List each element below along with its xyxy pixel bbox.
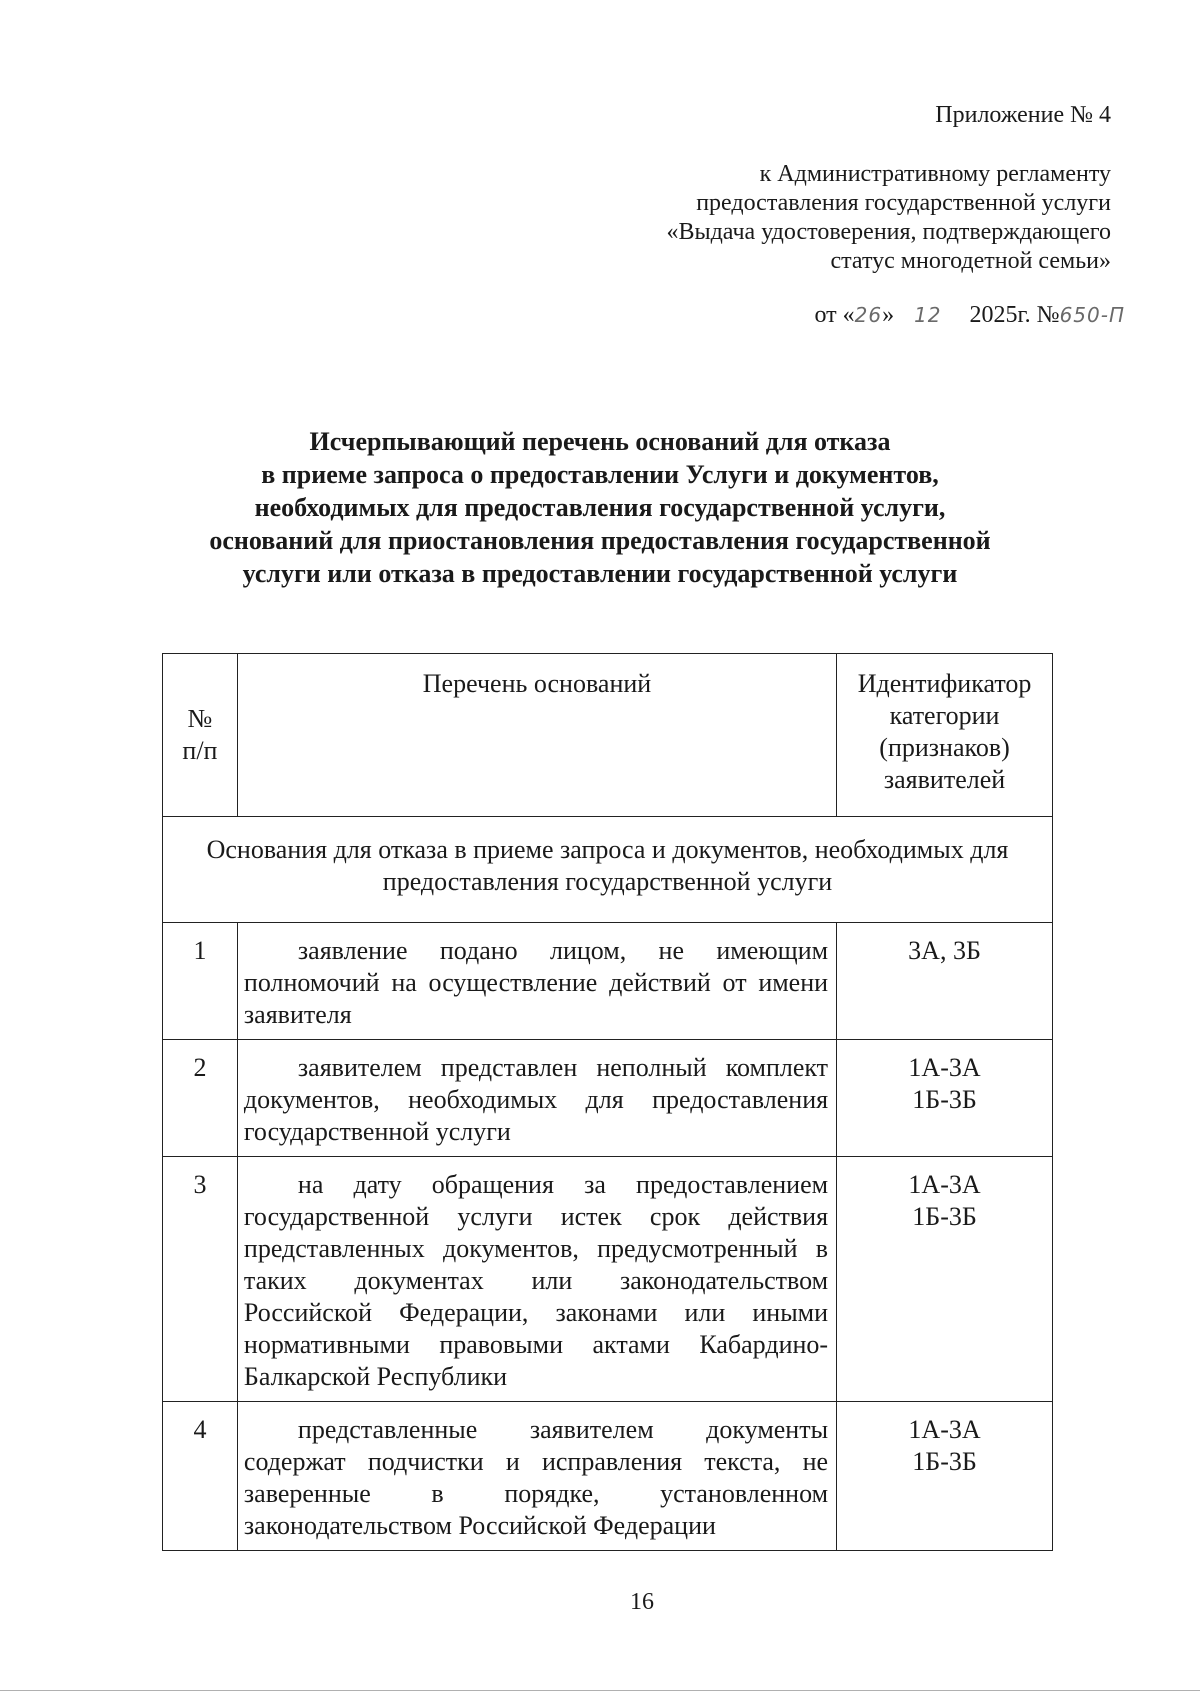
header-identifier-line: заявителей [883, 765, 1006, 794]
section-line: Основания для отказа в приеме запроса и документов, необходимых для [206, 835, 1009, 864]
row-identifier [837, 1157, 1053, 1402]
regulation-line: к Административному регламенту [759, 161, 1111, 187]
header-number-line: № [187, 704, 213, 733]
row-identifier-line: 1Б-3Б [912, 1447, 977, 1476]
regulation-line: предоставления государственной услуги [696, 190, 1111, 216]
row-identifier-line: 1Б-3Б [912, 1202, 977, 1231]
date-quote-close: » [882, 302, 895, 328]
row-grounds-content: на дату обращения за предоставлением государственной услуги истек срок действия представленных документов, предусмотренный в таких документах или законодательством Российской Федерации, законами или иными нормативными правовыми актами Кабардино-Балкарской Республики [243, 1170, 829, 1391]
header-identifier [837, 654, 1053, 817]
regulation-line: статус многодетной семьи» [830, 248, 1111, 274]
row-grounds-text [237, 1402, 836, 1551]
date-prefix: от « [814, 302, 855, 328]
row-grounds-text [237, 1157, 836, 1402]
table-header-row [163, 654, 1053, 817]
title-line: Исчерпывающий перечень оснований для отказа [309, 427, 891, 456]
section-row [163, 817, 1053, 923]
grounds-table [162, 653, 1053, 1551]
row-number: 3 [163, 1157, 238, 1402]
regulation-reference [666, 160, 1111, 276]
appendix-label: Приложение № 4 [935, 102, 1111, 128]
table-row [163, 1040, 1053, 1157]
title-line: необходимых для предоставления государственной услуги, [254, 493, 946, 522]
row-number: 4 [163, 1402, 238, 1551]
page-number: 16 [630, 1589, 654, 1615]
row-identifier-line: 1А-3А [908, 1170, 981, 1199]
row-grounds-content: представленные заявителем документы содержат подчистки и исправления текста, не заверенные в порядке, установленном законодательством Российской Федерации [243, 1415, 829, 1540]
title-line: оснований для приостановления предоставления государственной [209, 526, 991, 555]
date-year-number: 2025г. № [969, 302, 1060, 328]
header-grounds: Перечень оснований [237, 654, 836, 817]
row-identifier-line: 1А-3А [908, 1053, 981, 1082]
title-line: в приеме запроса о предоставлении Услуги и документов, [261, 460, 939, 489]
row-grounds-content: заявление подано лицом, не имеющим полномочий на осуществление действий от имени заявителя [243, 936, 829, 1029]
section-heading [163, 817, 1053, 923]
header-identifier-line: категории [889, 701, 1000, 730]
row-identifier-line: 3А, 3Б [908, 936, 981, 965]
document-number-handwritten: 650-П [1059, 303, 1125, 327]
row-number: 2 [163, 1040, 238, 1157]
section-line: предоставления государственной услуги [382, 867, 833, 896]
row-identifier-line: 1А-3А [908, 1415, 981, 1444]
row-identifier [837, 1402, 1053, 1551]
header-number-line: п/п [182, 736, 218, 765]
table-row [163, 1157, 1053, 1402]
row-identifier-line: 1Б-3Б [912, 1085, 977, 1114]
date-month-handwritten: 12 [914, 303, 942, 327]
table-row [163, 1402, 1053, 1551]
row-identifier [837, 1040, 1053, 1157]
header-identifier-line: Идентификатор [857, 669, 1032, 698]
row-grounds-content: заявителем представлен неполный комплект документов, необходимых для предоставления государственной услуги [243, 1053, 829, 1146]
row-identifier [837, 923, 1053, 1040]
row-number: 1 [163, 923, 238, 1040]
document-date [814, 300, 1125, 330]
scan-edge-divider [0, 1690, 1200, 1691]
regulation-line: «Выдача удостоверения, подтверждающего [666, 219, 1111, 245]
row-grounds-text [237, 923, 836, 1040]
row-grounds-text [237, 1040, 836, 1157]
date-day-handwritten: 26 [854, 303, 883, 327]
header-number [163, 654, 238, 817]
document-title [150, 425, 1050, 590]
title-line: услуги или отказа в предоставлении государственной услуги [242, 559, 958, 588]
header-identifier-line: (признаков) [879, 733, 1010, 762]
table-row [163, 923, 1053, 1040]
